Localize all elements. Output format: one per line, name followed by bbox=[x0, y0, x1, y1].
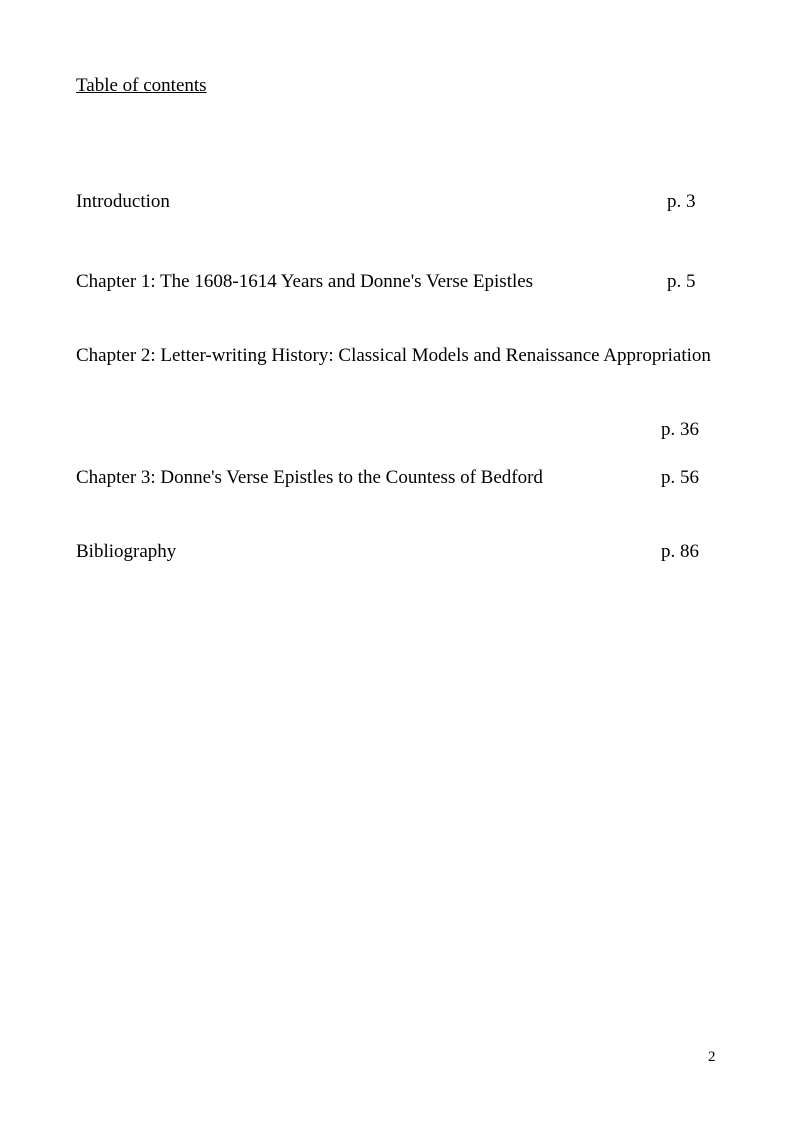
toc-entry-page-chapter-1: p. 5 bbox=[667, 271, 696, 292]
toc-entry-page-chapter-2: p. 36 bbox=[661, 419, 699, 440]
toc-entry-title-chapter-1: Chapter 1: The 1608-1614 Years and Donne's Verse Epistles bbox=[76, 271, 534, 292]
toc-entry-title-bibliography: Bibliography bbox=[76, 541, 177, 562]
toc-entry-page-bibliography: p. 86 bbox=[661, 541, 699, 562]
page-number: 2 bbox=[708, 1049, 716, 1065]
toc-entry-title-introduction: Introduction bbox=[76, 191, 170, 212]
toc-heading: Table of contents bbox=[76, 75, 207, 96]
toc-entry-title-chapter-3: Chapter 3: Donne's Verse Epistles to the Countess of Bedford bbox=[76, 467, 543, 488]
toc-entry-page-introduction: p. 3 bbox=[667, 191, 696, 212]
toc-entry-title-chapter-2: Chapter 2: Letter-writing History: Classical Models and Renaissance Appropriation bbox=[76, 345, 711, 366]
toc-entry-page-chapter-3: p. 56 bbox=[661, 467, 699, 488]
